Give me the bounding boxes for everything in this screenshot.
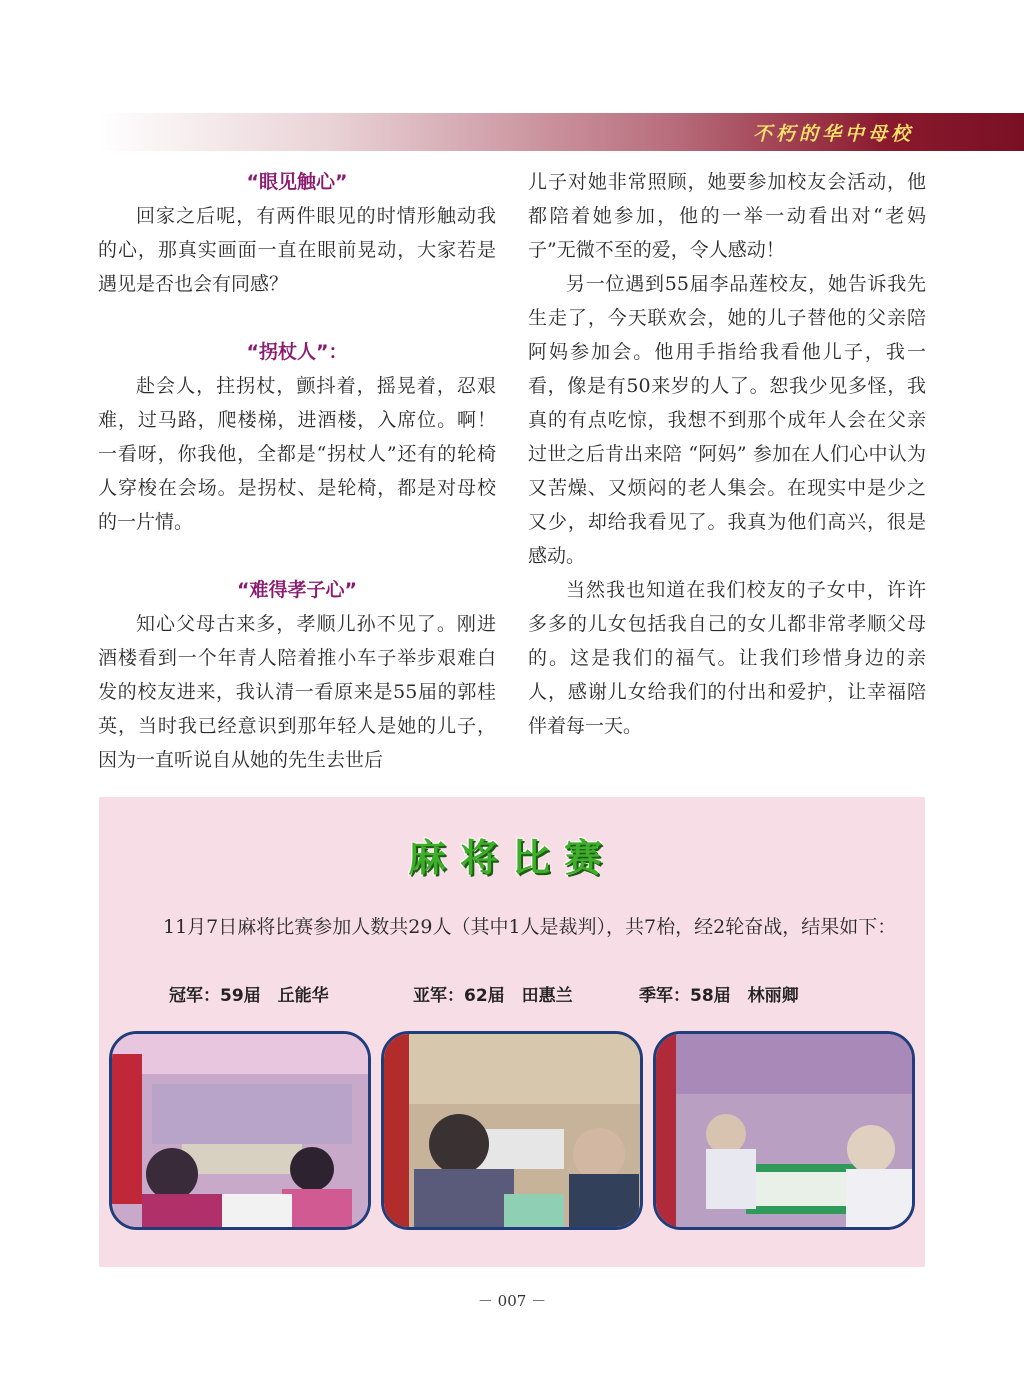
page-number: － 007 － [477, 1292, 547, 1310]
mahjong-photo-3 [653, 1031, 915, 1230]
mahjong-photo-2 [381, 1031, 643, 1230]
section-title-seeing: “眼见触心” [246, 171, 348, 193]
result-second: 亚军：62届 田惠兰 [413, 986, 573, 1006]
paragraph: 赴会人，拄拐杖，颤抖着，摇晃着，忍艰难，过马路，爬楼梯，进酒楼，入席位。啊！一看呀，你我他，全都是“拐杖人”还有的轮椅人穿梭在会场。是拐杖、是轮椅，都是对母校的一片情。 [98, 375, 496, 533]
mahjong-intro: 11月7日麻将比赛参加人数共29人（其中1人是裁判），共7枱，经2轮奋战，结果如下： [163, 916, 897, 938]
mahjong-photo-1 [109, 1031, 371, 1230]
section-title-cane: “拐杖人”： [246, 341, 348, 363]
header-band [98, 113, 1024, 151]
paragraph: 另一位遇到55届李品莲校友，她告诉我先生走了，今天联欢会，她的儿子替他的父亲陪阿妈参加会。他用手指给我看他儿子，我一看，像是有50来岁的人了。恕我少见多怪，我真的有点吃惊，我想不到那个成年人会在父亲过世之后肯出来陪 “阿妈” 参加在人们心中认为又苦燥、又烦闷的老人集会。在现实中是少之又少，却给我看见了。我真为他们高兴，很是感动。 [528, 273, 926, 567]
section-title-filial: “难得孝子心” [237, 579, 357, 601]
paragraph: 知心父母古来多，孝顺儿孙不见了。刚进酒楼看到一个年青人陪着推小车子举步艰难白发的校友进来，我认清一看原来是55届的郭桂英，当时我已经意识到那年轻人是她的儿子，因为一直听说自从她的先生去世后 [98, 613, 496, 771]
paragraph-continuation: 儿子对她非常照顾，她要参加校友会活动，他都陪着她参加，他的一举一动看出对“老妈子”无微不至的爱，令人感动！ [528, 171, 926, 261]
mahjong-title: 麻将比赛 [407, 836, 616, 880]
paragraph: 当然我也知道在我们校友的子女中，许许多多的儿女包括我自己的女儿都非常孝顺父母的。这是我们的福气。让我们珍惜身边的亲人，感谢儿女给我们的付出和爱护，让幸福陪伴着每一天。 [528, 579, 926, 737]
left-column [98, 165, 496, 777]
header-title: 不朽的华中母校 [752, 123, 914, 145]
result-first: 冠军：59届 丘能华 [169, 986, 329, 1006]
mahjong-panel [99, 797, 925, 1267]
paragraph: 回家之后呢，有两件眼见的时情形触动我的心，那真实画面一直在眼前晃动，大家若是遇见是否也会有同感？ [98, 205, 496, 295]
result-third: 季军：58届 林丽卿 [639, 986, 799, 1006]
right-column [528, 165, 926, 743]
results-row [169, 981, 799, 1006]
